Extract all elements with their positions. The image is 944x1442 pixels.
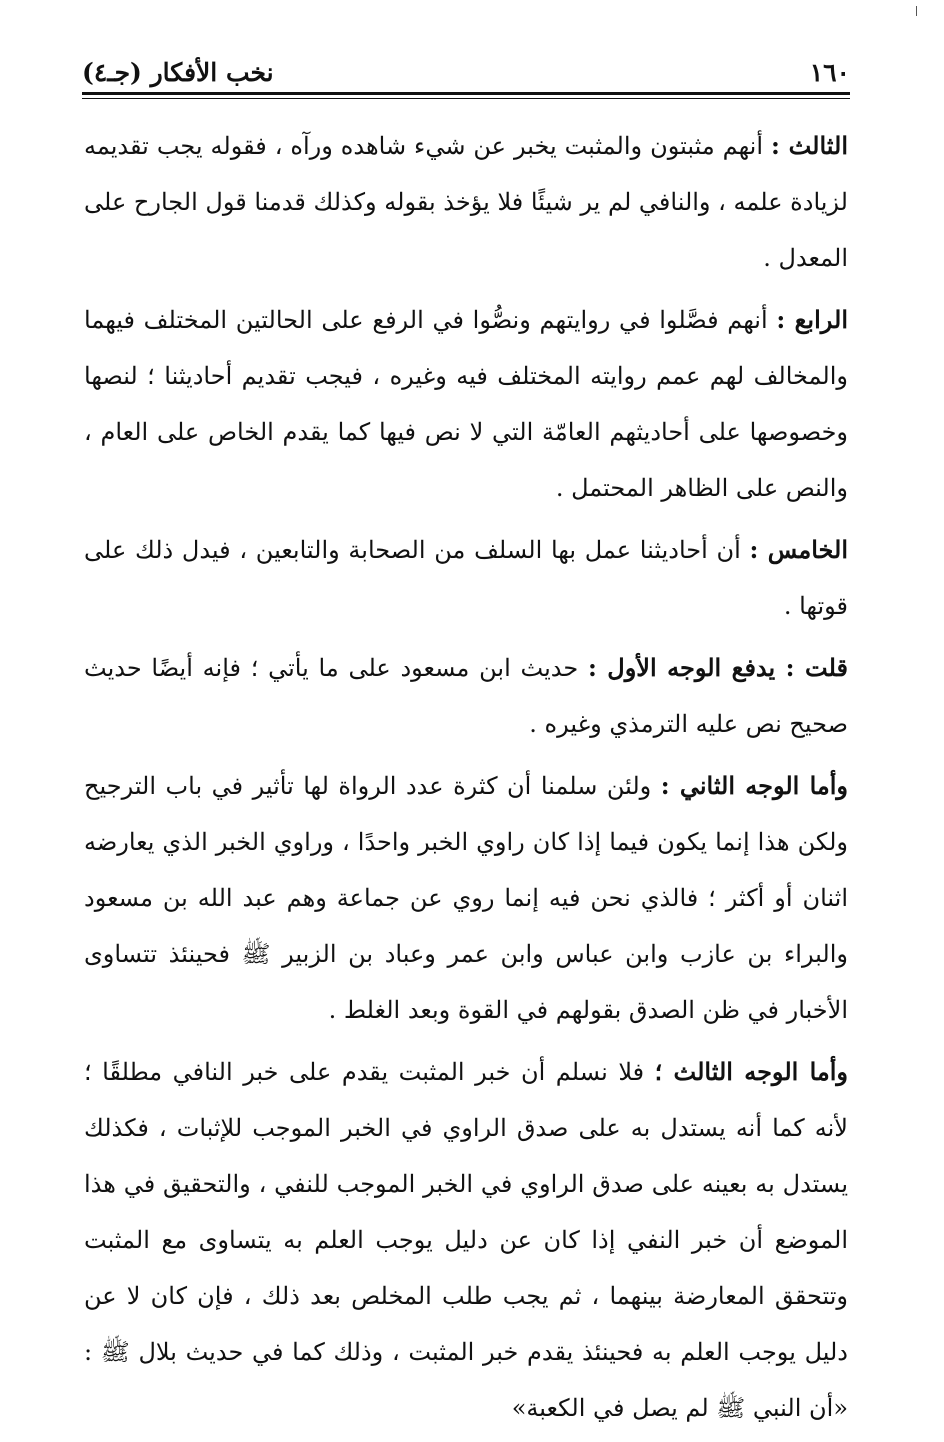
book-title: نخب الأفكار (جـ٤) (82, 57, 274, 87)
paragraph-text: أنهم مثبتون والمثبت يخبر عن شيء شاهده ورآه ، فقوله يجب تقديمه لزيادة علمه ، والنافي لم ير شيئًا فلا يؤخذ بقوله وكذلك قدمنا قول الجارح على المعدل . (84, 132, 848, 272)
paragraph-first-reply (84, 640, 848, 752)
paragraph-text: فلا نسلم أن خبر المثبت يقدم على خبر النافي مطلقًا ؛ لأنه كما أنه يستدل به على صدق الراوي في الخبر الموجب للإثبات ، فكذلك يستدل به بعينه على صدق الراوي في الخبر الموجب للنفي ، والتحقيق في هذا الموضع أن خبر النفي إذا كان عن دليل يوجب العلم به يتساوى مع المثبت وتتحقق المعارضة بينهما ، ثم يجب طلب المخلص بعد ذلك ، فإن كان لا عن دليل يوجب العلم به فحينئذ يقدم خبر المثبت ، وذلك كما في حديث بلال ﷺ : «أن النبي ﷺ لم يصل في الكعبة» (84, 1058, 848, 1422)
paragraph-lead: وأما الوجه الثاني : (660, 771, 848, 800)
paragraph-text: حديث ابن مسعود على ما يأتي ؛ فإنه أيضًا حديث صحيح نص عليه الترمذي وغيره . (84, 654, 848, 738)
paragraph-lead: الخامس : (749, 535, 848, 564)
paragraph-lead: الرابع : (776, 305, 849, 334)
paragraph-fifth (84, 522, 848, 634)
body-text (84, 118, 848, 1442)
paragraph-text: أن أحاديثنا عمل بها السلف من الصحابة والتابعين ، فيدل ذلك على قوتها . (84, 536, 848, 620)
paragraph-fourth (84, 292, 848, 516)
header-rule-thin (82, 98, 850, 99)
page-header (82, 52, 850, 92)
paragraph-third-reply (84, 1044, 848, 1436)
paragraph-text: أنهم فصَّلوا في روايتهم ونصُّوا في الرفع على الحالتين المختلف فيهما والمخالف لهم عمم روايته المختلف فيه وغيره ، فيجب تقديم أحاديثنا ؛ لنصها وخصوصها على أحاديثهم العامّة التي لا نص فيها كما يقدم الخاص على العام ، والنص على الظاهر المحتمل . (84, 306, 848, 502)
paragraph-lead: وأما الوجه الثالث ؛ (654, 1057, 848, 1086)
paragraph-lead: قلت : يدفع الوجه الأول : (587, 653, 848, 682)
paragraph-third (84, 118, 848, 286)
paragraph-lead: الثالث : (771, 131, 848, 160)
paragraph-text: ولئن سلمنا أن كثرة عدد الرواة لها تأثير في باب الترجيح ولكن هذا إنما يكون فيما إذا كان راوي الخبر واحدًا ، وراوي الخبر الذي يعارضه اثنان أو أكثر ؛ فالذي نحن فيه إنما روي عن جماعة وهم عبد الله بن مسعود والبراء بن عازب وابن عباس وابن عمر وعباد بن الزبير ﷺ فحينئذ تتساوى الأخبار في ظن الصدق بقولهم في القوة وبعد الغلط . (84, 772, 848, 1024)
header-rule-thick (82, 92, 850, 95)
paragraph-second-reply (84, 758, 848, 1038)
scan-mark (916, 6, 923, 16)
page-number: ١٦٠ (809, 57, 850, 87)
